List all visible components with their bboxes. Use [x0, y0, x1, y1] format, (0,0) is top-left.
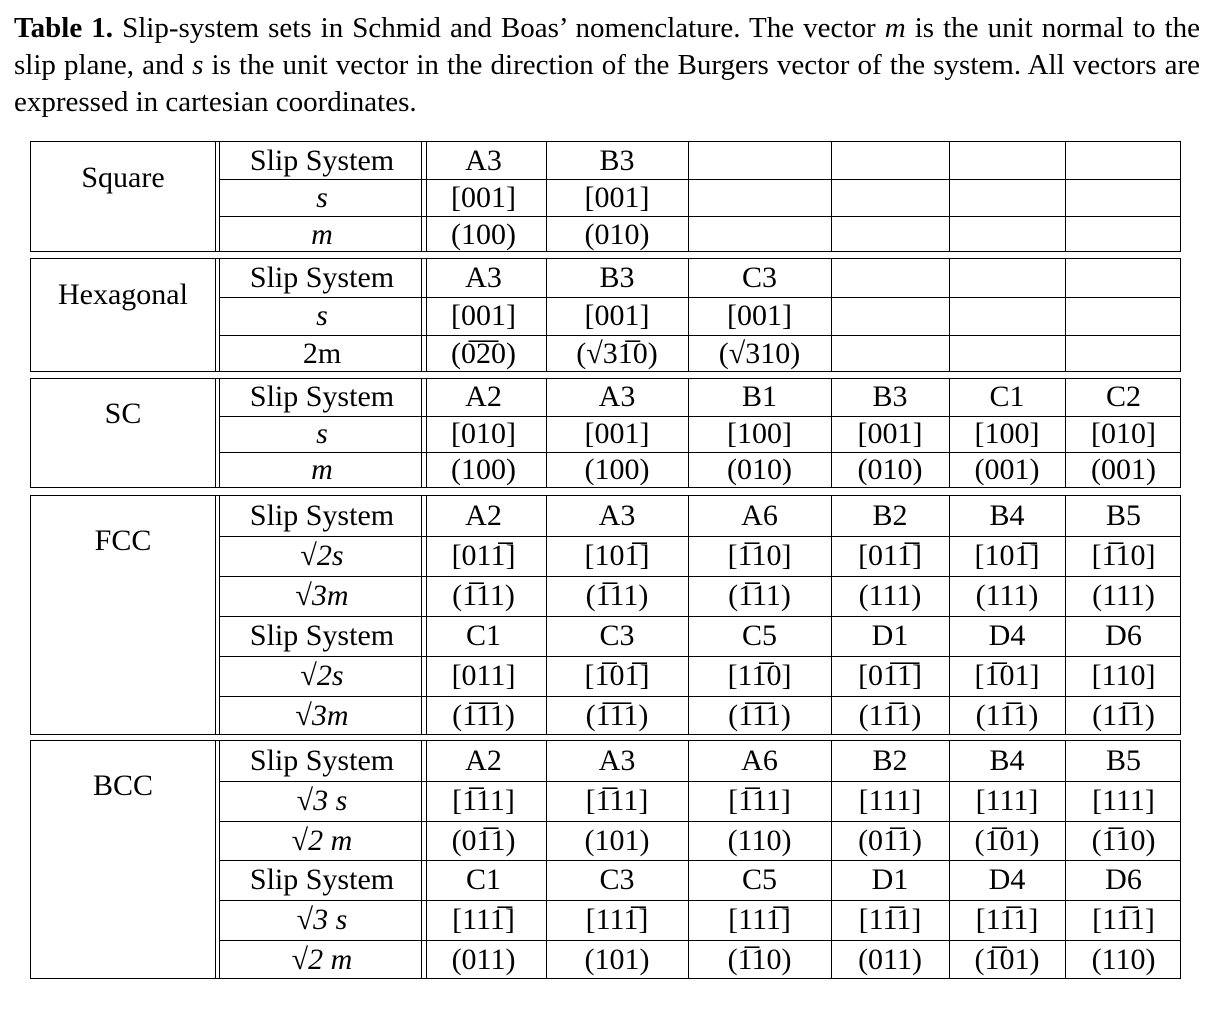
table-cell: (111) [1092, 579, 1155, 612]
table-cell: C3 [741, 261, 777, 294]
table-cell: [111̅] [452, 903, 515, 937]
column-rule [215, 259, 216, 371]
table-cell: [1̅10] [727, 539, 792, 572]
section-hexagonal [30, 258, 1181, 372]
group-label-sc: SC [104, 397, 142, 431]
table-cell: (1̅11) [452, 579, 515, 612]
row-label: √2 m [291, 823, 353, 857]
column-rule [215, 496, 216, 734]
table-cell: (010) [857, 453, 923, 487]
table-cell: [101̅] [584, 539, 650, 572]
row-rule [219, 900, 1180, 901]
table-cell: [011] [451, 659, 516, 692]
table-cell: [111̅] [585, 903, 649, 937]
table-cell: D1 [871, 863, 909, 897]
table-cell: A3 [465, 143, 502, 177]
table-cell: (11̅1) [858, 699, 922, 732]
table-cell: [011̅] [858, 539, 922, 572]
table-cell: (100) [584, 453, 650, 487]
caption-text-1: Slip-system sets in Schmid and Boas’ nomenclature. The vector [113, 12, 885, 44]
row-label: Slip System [249, 143, 395, 177]
table-cell: [1̅11] [452, 783, 515, 817]
table-cell: C3 [599, 863, 635, 897]
row-label: s [316, 299, 328, 332]
row-rule [219, 860, 1180, 861]
caption-s: s [192, 49, 204, 81]
table-cell: B2 [872, 499, 908, 532]
row-rule [219, 940, 1180, 941]
table-cell: B3 [599, 143, 635, 177]
table-cell: (111) [975, 579, 1039, 612]
section-fcc [30, 495, 1181, 735]
table-cell: [11̅1] [975, 903, 1039, 937]
table-cell: C2 [1105, 380, 1141, 414]
row-label: √3 s [296, 903, 348, 937]
table-cell: [11̅1] [858, 903, 922, 937]
table-cell: (11̅1) [975, 699, 1039, 732]
row-label: √3m [295, 699, 349, 732]
column-rule [215, 741, 216, 978]
table-cell: (1̅1̅1) [452, 699, 515, 732]
column-rule [215, 379, 216, 487]
row-label: Slip System [249, 863, 395, 897]
row-label: s [316, 416, 328, 450]
table-cell: (0̅2̅0) [451, 337, 516, 370]
table-cell: [100] [974, 416, 1040, 450]
table-cell: [11̅0] [727, 659, 792, 692]
table-cell: B4 [989, 499, 1025, 532]
table-cell: B5 [1105, 743, 1141, 777]
row-label: Slip System [249, 743, 395, 777]
table-cell: [111] [975, 783, 1039, 817]
column-rule [219, 259, 220, 371]
row-rule [219, 821, 1180, 822]
table-cell: B5 [1105, 499, 1141, 532]
row-rule [219, 656, 1180, 657]
table-cell: A2 [465, 499, 502, 532]
table-cell: [101̅] [974, 539, 1040, 572]
row-rule [219, 536, 1180, 537]
column-rule [219, 379, 220, 487]
table-cell: (001) [1091, 453, 1156, 487]
table-cell: (110) [727, 823, 792, 857]
caption-text-3: is the unit vector in the direction of the Burgers vector of the system. All vectors are expressed in cartesian coordinates. [14, 49, 1201, 118]
column-rule [1065, 259, 1066, 371]
table-cell: (010) [584, 217, 650, 251]
column-rule [215, 142, 216, 251]
table-cell: C5 [741, 863, 777, 897]
table-cell: B2 [872, 743, 908, 777]
table-cell: [011̅] [451, 539, 516, 572]
table-cell: D6 [1105, 863, 1142, 897]
column-rule [219, 496, 220, 734]
row-rule [219, 781, 1180, 782]
table-cell: [001] [584, 180, 650, 214]
table-cell: B4 [989, 743, 1025, 777]
table-cell: A3 [465, 261, 502, 294]
caption-m: m [884, 12, 906, 44]
table-cell: D4 [988, 619, 1026, 652]
table-cell: A3 [598, 380, 636, 414]
table-cell: A6 [741, 499, 778, 532]
row-label: √2s [300, 539, 344, 572]
table-cell: (11̅1) [1092, 699, 1155, 732]
table-cell: (1̅1̅1) [728, 699, 791, 732]
table-cell: [001] [584, 416, 650, 450]
table-cell: C5 [741, 619, 777, 652]
column-rule [949, 142, 950, 251]
section-sc [30, 378, 1181, 488]
table-cell: [001] [451, 180, 516, 214]
group-label-fcc: FCC [94, 524, 152, 557]
table-cell: (1̅10) [1091, 823, 1156, 857]
caption-label: Table 1. [14, 12, 114, 44]
row-rule [219, 576, 1180, 577]
table-cell: C1 [989, 380, 1025, 414]
column-rule [831, 259, 832, 371]
caption-text-2: is the unit normal to the slip plane, and [14, 12, 1201, 81]
row-rule [219, 335, 1180, 336]
table-cell: [1̅11] [585, 783, 649, 817]
row-label: √3m [295, 579, 349, 612]
table-cell: [01̅1̅] [858, 659, 922, 692]
row-label: √2 m [291, 942, 353, 976]
table-cell: A2 [465, 743, 502, 777]
row-rule [219, 696, 1180, 697]
table-cell: B1 [741, 380, 777, 414]
table-cell: A3 [598, 743, 636, 777]
table-cell: (101) [584, 942, 650, 976]
table-cell: [11̅1] [1092, 903, 1155, 937]
row-label: √3 s [296, 783, 348, 817]
table-cell: (011) [451, 942, 516, 976]
table-cell: (1̅10) [727, 942, 792, 976]
table-cell: (111) [858, 579, 922, 612]
column-rule [688, 142, 689, 251]
row-label: Slip System [249, 499, 395, 532]
table-cell: D1 [871, 619, 909, 652]
table-cell: (100) [451, 217, 516, 251]
table-cell: D6 [1105, 619, 1142, 652]
table-cell: (110) [1091, 942, 1156, 976]
table-cell: B3 [599, 261, 635, 294]
section-bcc [30, 740, 1181, 979]
table-cell: [100] [727, 416, 792, 450]
row-rule [219, 616, 1180, 617]
row-label: Slip System [249, 619, 395, 652]
row-label: m [311, 217, 333, 251]
row-label: Slip System [249, 261, 395, 294]
row-label: Slip System [249, 380, 395, 414]
table-cell: (01̅1) [858, 823, 922, 857]
table-cell: [001] [584, 299, 650, 332]
table-cell: (010) [727, 453, 792, 487]
table-cell: [111] [858, 783, 922, 817]
row-label: s [316, 180, 328, 214]
table-cell: (√310) [718, 337, 801, 370]
table-cell: [001] [727, 299, 792, 332]
table-cell: [1̅01̅] [584, 659, 650, 692]
table-cell: (√31̅0) [576, 337, 658, 370]
table-cell: (100) [451, 453, 516, 487]
table-cell: (1̅11) [728, 579, 791, 612]
table-cell: [001] [857, 416, 923, 450]
table-cell: A6 [741, 743, 778, 777]
table-cell: [110] [1091, 659, 1156, 692]
table-cell: [010] [451, 416, 516, 450]
table-cell: C1 [465, 619, 501, 652]
column-rule [831, 142, 832, 251]
table-cell: (1̅1̅1) [585, 699, 649, 732]
row-label: m [311, 453, 333, 487]
group-label-hexagonal: Hexagonal [58, 278, 188, 311]
section-square [30, 141, 1181, 252]
table-cell: [111̅] [728, 903, 791, 937]
table-cell: (1̅11) [585, 579, 649, 612]
row-label: 2m [302, 337, 342, 370]
table-cell: [111] [1092, 783, 1155, 817]
table-cell: (101) [584, 823, 650, 857]
table-cell: [1̅11] [728, 783, 791, 817]
table-cell: B3 [872, 380, 908, 414]
table-cell: [1̅10] [1091, 539, 1156, 572]
table-cell: [1̅01] [974, 659, 1040, 692]
table-cell: (001) [974, 453, 1040, 487]
table-cell: C3 [599, 619, 635, 652]
table-cell: [010] [1091, 416, 1156, 450]
row-label: √2s [300, 659, 344, 692]
table-cell: A3 [598, 499, 636, 532]
table-cell: (1̅01) [974, 823, 1040, 857]
group-label-bcc: BCC [92, 768, 154, 802]
table-cell: D4 [988, 863, 1026, 897]
group-label-square: Square [81, 160, 165, 194]
column-rule [949, 259, 950, 371]
table-cell: (01̅1) [451, 823, 516, 857]
table-cell: [001] [451, 299, 516, 332]
table-cell: (1̅01) [974, 942, 1040, 976]
table-cell: C1 [465, 863, 501, 897]
row-rule [219, 297, 1180, 298]
table-cell: A2 [465, 380, 502, 414]
column-rule [219, 142, 220, 251]
table-caption [14, 10, 1200, 121]
column-rule [1065, 142, 1066, 251]
table-cell: (011) [858, 942, 922, 976]
